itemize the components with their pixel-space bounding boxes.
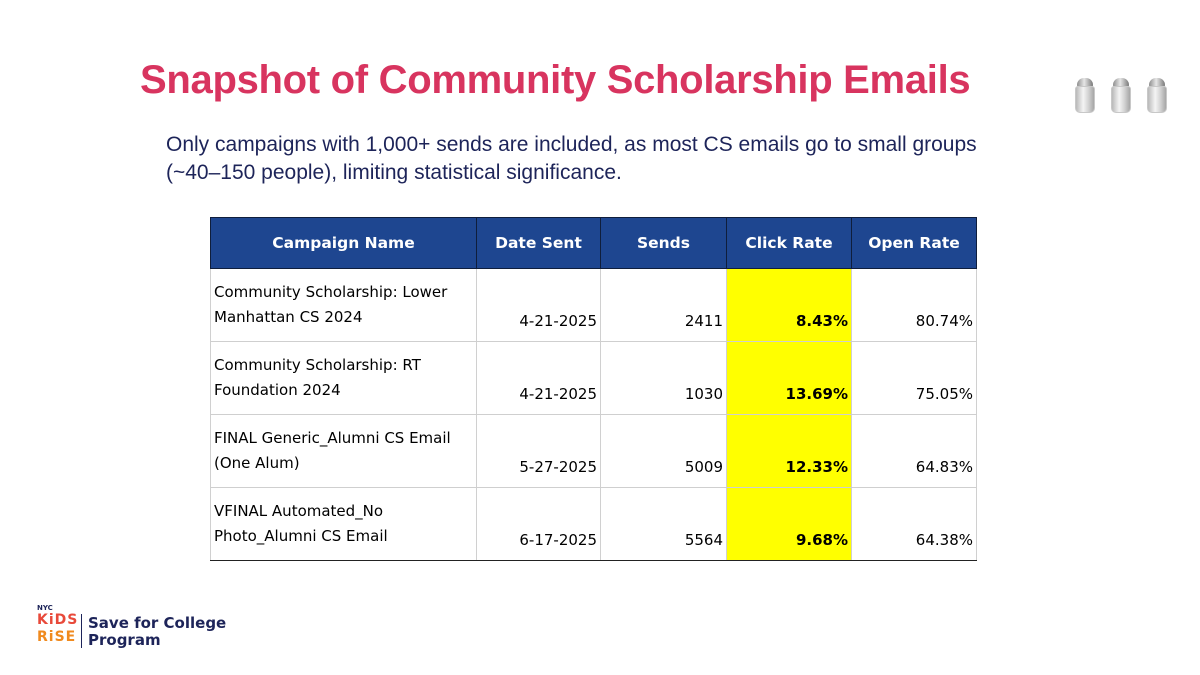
table-row bbox=[211, 342, 977, 415]
campaign-name-cell: FINAL Generic_Alumni CS Email (One Alum) bbox=[211, 415, 477, 488]
logo-divider bbox=[81, 614, 82, 648]
salt-shakers-decoration bbox=[1074, 78, 1168, 114]
sends-cell: 5009 bbox=[601, 415, 727, 488]
salt-shaker-icon bbox=[1146, 78, 1168, 114]
header-click-rate: Click Rate bbox=[727, 218, 852, 269]
logo-rise-text: RiSE bbox=[37, 629, 77, 645]
sends-cell: 5564 bbox=[601, 488, 727, 561]
header-campaign-name: Campaign Name bbox=[211, 218, 477, 269]
header-sends: Sends bbox=[601, 218, 727, 269]
open-rate-cell: 64.83% bbox=[852, 415, 977, 488]
campaign-name-cell: Community Scholarship: RT Foundation 2024 bbox=[211, 342, 477, 415]
logo-nyc-text: NYC bbox=[37, 604, 53, 612]
table-header-row bbox=[211, 218, 977, 269]
campaign-name-cell: VFINAL Automated_No Photo_Alumni CS Email bbox=[211, 488, 477, 561]
logo-program-name: Save for College Program bbox=[88, 614, 227, 649]
open-rate-cell: 80.74% bbox=[852, 269, 977, 342]
logo-kids-text: KiDS bbox=[37, 612, 79, 628]
date-sent-cell: 4-21-2025 bbox=[477, 269, 601, 342]
click-rate-cell: 12.33% bbox=[727, 415, 852, 488]
date-sent-cell: 5-27-2025 bbox=[477, 415, 601, 488]
date-sent-cell: 6-17-2025 bbox=[477, 488, 601, 561]
slide-subtitle: Only campaigns with 1,000+ sends are included, as most CS emails go to small groups (~40–150 people), limiting statistical significance. bbox=[166, 133, 977, 184]
sends-cell: 2411 bbox=[601, 269, 727, 342]
click-rate-cell: 13.69% bbox=[727, 342, 852, 415]
table-row bbox=[211, 488, 977, 561]
open-rate-cell: 64.38% bbox=[852, 488, 977, 561]
table-row bbox=[211, 269, 977, 342]
open-rate-cell: 75.05% bbox=[852, 342, 977, 415]
salt-shaker-icon bbox=[1074, 78, 1096, 114]
slide-title: Snapshot of Community Scholarship Emails bbox=[140, 58, 971, 102]
campaign-table bbox=[210, 217, 977, 561]
click-rate-cell: 9.68% bbox=[727, 488, 852, 561]
salt-shaker-icon bbox=[1110, 78, 1132, 114]
campaign-name-cell: Community Scholarship: Lower Manhattan CS 2024 bbox=[211, 269, 477, 342]
sends-cell: 1030 bbox=[601, 342, 727, 415]
date-sent-cell: 4-21-2025 bbox=[477, 342, 601, 415]
header-date-sent: Date Sent bbox=[477, 218, 601, 269]
header-open-rate: Open Rate bbox=[852, 218, 977, 269]
table-row bbox=[211, 415, 977, 488]
click-rate-cell: 8.43% bbox=[727, 269, 852, 342]
